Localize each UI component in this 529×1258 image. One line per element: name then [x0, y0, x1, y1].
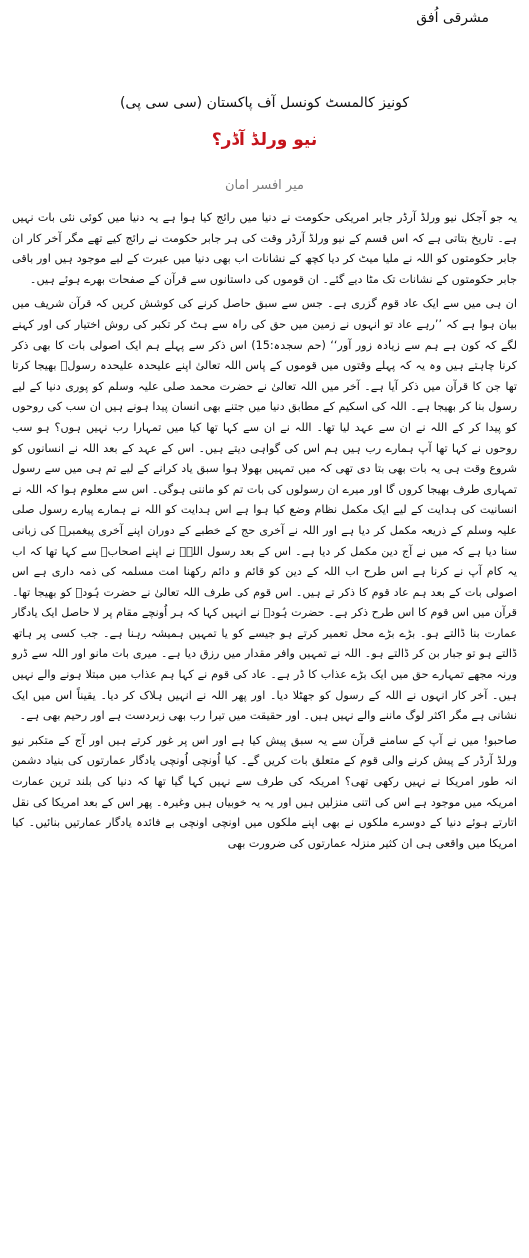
- article-title: نیو ورلڈ آڈر؟: [211, 130, 318, 150]
- paragraph: ان ہی میں سے ایک عاد قوم گزری ہے۔ جس سے سبق حاصل کرنے کی کوشش کریں کہ قرآن شریف میں بیان ہوا ہے کہ ’’رہے عاد تو انہوں نے زمین میں حق کی راہ سے ہٹ کر تکبر کی روش اختیار کی اور کہنے لگے کہ کون ہے ہم سے زیادہ زور آور‘‘ (حم سجدہ:15) اس ذکر سے پہلے ہم ایک اصولی بات کا بھی ذکر کرنا چاہتے ہیں وہ یہ کہ پہلے وقتوں میں قوموں کے پاس اللہ تعالیٰ اپنے علیحدہ علیحدہ رسولؐ بھیجا کرتا تھا جن کا قرآن میں ذکر آیا ہے۔ آخر میں اللہ تعالیٰ نے حضرت محمد صلی علیہ وسلم کو پوری دنیا کے لیے رسول بنا کر بھیجا ہے۔ اللہ کی اسکیم کے مطابق دنیا میں جتنے بھی انسان پیدا ہونے ہیں ان سب کی روحوں کو پیدا کر کے اللہ نے ان سے عہد لیا تھا۔ اللہ نے ان سے کہا تھا کیا میں تمہارا رب نہیں ہوں؟ ہو سب روحوں نے کہا تھا آپ ہمارے رب ہیں ہم اس کی گواہی دیتے ہیں۔ اس کے عہد کے بعد اللہ نے انسانوں کو شروع وقت ہی یہ بات بھی بتا دی تھی کہ میں تمہیں بھولا ہوا سبق یاد کرانے کے لیے تم ہی میں سے رسول تمہاری طرف بھیجا کروں گا اور میرے ان رسولوں کی بات تم کو ماننی ہوگی۔ اس سے معلوم ہوا کہ اللہ نے انسانیت کی ہدایت کے لیے ایک مکمل نظام وضع کیا ہوا ہے اس ہدایت کو اللہ نے ہمارے پیارے رسول صلی علیہ وسلم کے ذریعہ مکمل کر دیا ہے اور اللہ نے آخری حج کے خطبے کے دوران اپنے آخری پیغمبرؐ کی زبانی سنا دیا ہے کہ میں نے آج دین مکمل کر دیا ہے۔ اس کے بعد رسول اللہؐ نے اپنے اصحابؓ سے کہا تھا کہ اب یہ کام آپ نے کرنا ہے اس طرح اب اللہ کے دین کو قائم و دائم رکھنا امت مسلمہ کی ذمہ داری ہے اس اصولی بات کے بعد ہم عاد قوم کا ذکر تے ہیں۔ اس قوم کی طرف اللہ تعالیٰ نے حضرت ہُودؑ کو بھیجا تھا۔ قرآن میں اس قوم کا اس طرح ذکر ہے۔ حضرت ہُودؑ نے انہیں کہا کہ ہر اُونچے مقام پر لا حاصل ایک یادگار عمارت بنا ڈالتے ہو۔ بڑے بڑے محل تعمیر کرتے ہو جیسے کو یا تمہیں ہمیشہ رہنا ہے۔ جب کسی پر ہاتھ ڈالتے ہو تو جبار بن کر ڈالتے ہو۔ اللہ نے تمہیں وافر مقدار میں رزق دیا ہے۔ میری بات مانو اور اللہ سے ڈرو ورنہ مجھے تمہارے حق میں ایک بڑے عذاب کا ڈر ہے۔ عاد کی قوم نے کہا ہم عذاب میں مبتلا ہونے والے نہیں ہیں۔ آخر کار انہوں نے اللہ کے رسول کو جھٹلا دیا۔ اور پھر اللہ نے انہیں ہلاک کر دیا۔ یقیناً اس میں ایک نشانی ہے مگر اکثر لوگ ماننے والے نہیں ہیں۔ اور حقیقت میں تیرا رب بھی زبردست ہے اور رحیم بھی ہے۔: [12, 297, 517, 723]
- section-title: مشرقی اُفق: [416, 10, 489, 26]
- paragraph: صاحبو! میں نے آپ کے سامنے قرآن سے یہ سبق پیش کیا ہے اور اس پر غور کرتے ہیں اور آج کے متکبر نیو ورلڈ آرڈر کے پیش کرنے والی قوم کے متعلق بات کریں گے۔ کیا اُونچی اُونچی یادگار عمارتوں کی بنیاد دشمن انہ طور امریکا نے نہیں رکھی تھی؟ امریکہ کی طرف سے نہیں کہا گیا تھا کہ دنیا کی بلند ترین عمارت امریکہ میں موجود ہے اس کی اتنی منزلیں ہیں اور یہ یہ خوبیاں ہیں وغیرہ۔ پھر اس کے بعد امریکا کی نقل اتارتے ہوئے دنیا کے دوسرے ملکوں نے بھی اپنے ملکوں میں اونچی اونچی بے فائدہ یادگار عمارتیں بنائیں۔ کیا امریکا میں واقعی ہی ان کثیر منزلہ عمارتوں کی ضرورت بھی: [12, 733, 517, 850]
- author-name: میر افسر امان: [224, 178, 304, 193]
- article-body: [12, 208, 517, 858]
- paragraph: یہ جو آجکل نیو ورلڈ آرڈر جابر امریکی حکومت نے دنیا میں رائج کیا ہوا ہے یہ دنیا میں کوئی نئی بات نہیں ہے۔ تاریخ بتاتی ہے کہ اس قسم کے نیو ورلڈ آرڈر وقت کی ہر جابر حکومت نے رائج کیے تھے مگر آخر کار ان جابر حکومتوں کو اللہ نے ملیا میٹ کر دیا کچھ کے نشانات اب بھی دنیا میں عبرت کے لیے موجود ہیں اور باقی جابر حکومتوں کے نشانات تک مٹا دیے گئے۔ ان قوموں کی داستانوں سے قرآن کے صفحات بھرے ہوئے ہیں۔: [12, 211, 517, 286]
- series-label: کونیز کالمسٹ کونسل آف پاکستان (سی سی پی): [119, 95, 410, 111]
